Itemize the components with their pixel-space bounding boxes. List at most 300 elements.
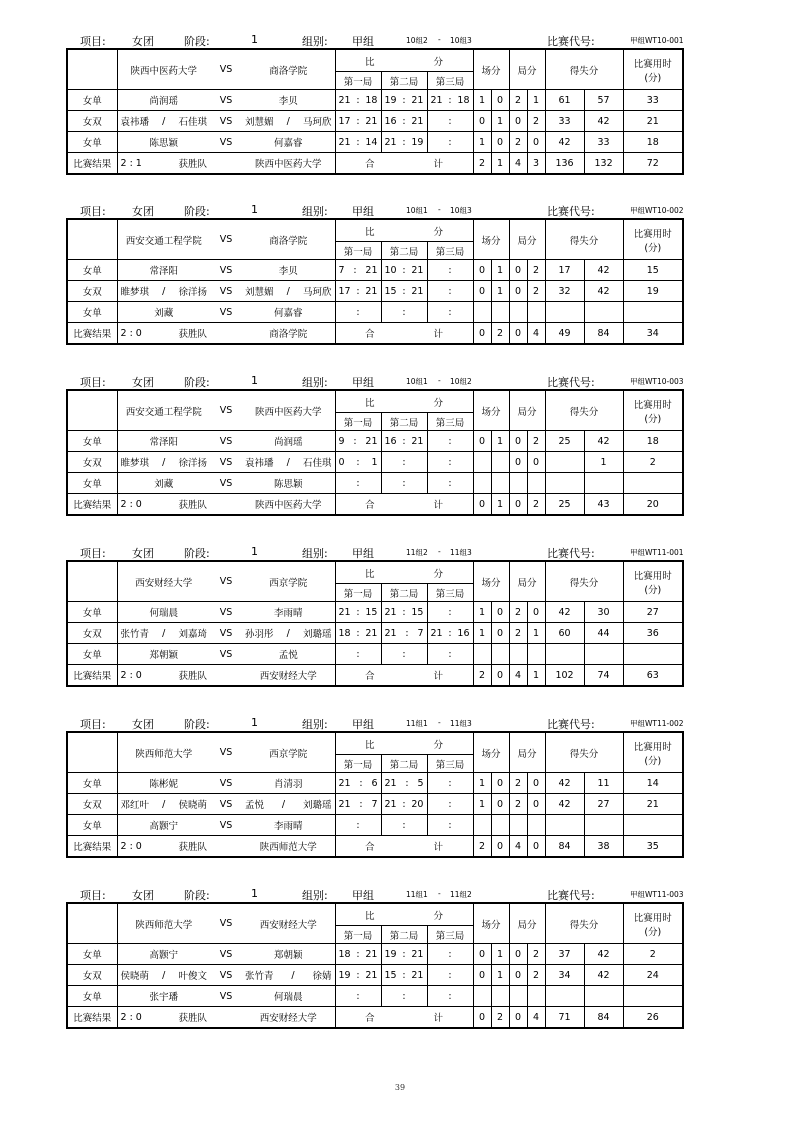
stage-value: 1 [251, 203, 258, 216]
fen-label: 分 [433, 739, 443, 751]
event-type: 女单 [67, 644, 117, 665]
score-colon: : [356, 948, 360, 960]
game2-header: 第二局 [381, 755, 427, 773]
points-won [545, 302, 584, 323]
game-score-a: 16 [384, 435, 397, 447]
slot-b: 11组3 [450, 719, 472, 728]
match-points-header: 场分 [473, 219, 509, 260]
game-score-a: 21 [338, 606, 351, 618]
game-points-a: 0 [509, 281, 527, 302]
player-a1-name: 邓红叶 [120, 800, 150, 811]
bi-label: 比 [364, 226, 375, 238]
match-row [67, 132, 683, 153]
game-score [382, 820, 427, 831]
game3-score [427, 111, 473, 132]
total-points-lost: 74 [584, 665, 623, 687]
game-score [336, 820, 381, 831]
time-header-line1: 比赛用时 [633, 58, 672, 70]
result-colon: : [126, 840, 136, 852]
game1-header: 第一局 [335, 755, 381, 773]
game-score-a: 0 [338, 456, 345, 468]
ji-label: 计 [433, 159, 443, 170]
bi-label: 比 [364, 56, 375, 68]
game-points-a: 2 [509, 90, 527, 111]
total-time: 35 [623, 836, 683, 858]
match-header [66, 715, 682, 731]
result-score-inner [118, 668, 211, 682]
points-lost: 27 [584, 794, 623, 815]
game-score-a: 17 [338, 115, 351, 127]
player-b [242, 452, 335, 473]
winner-spacer [210, 836, 242, 858]
game-score [428, 265, 473, 276]
total-time: 63 [623, 665, 683, 687]
fen-label: 分 [433, 910, 443, 922]
game1-score [335, 90, 381, 111]
game-score-b: 21 [365, 435, 378, 447]
pair-slash: / [162, 285, 166, 297]
player-b [242, 90, 335, 111]
points-lost [584, 473, 623, 494]
player-a [117, 773, 210, 794]
score-colon: : [448, 94, 452, 106]
team-b-name: 西京学院 [242, 732, 335, 773]
score-colon: : [402, 115, 406, 127]
game3-score [427, 132, 473, 153]
player-b1-name: 孙羽彤 [245, 629, 274, 640]
match-code-label: 比赛代号: [547, 376, 595, 389]
score-colon: : [448, 606, 452, 618]
result-label: 比赛结果 [67, 1007, 117, 1029]
slot-a: 11组1 [406, 719, 428, 728]
player-b-name: 李贝 [278, 266, 298, 277]
winner-spacer [210, 494, 242, 516]
match-table [66, 731, 684, 858]
game-points-b [527, 986, 545, 1007]
score-colon: : [448, 627, 452, 639]
game-points-b: 1 [527, 623, 545, 644]
game-points-a: 2 [509, 602, 527, 623]
pair-slash: / [162, 456, 166, 468]
game-score-b: 21 [411, 285, 424, 297]
game-score [428, 949, 473, 960]
player-b-name: 郑朝颖 [273, 950, 303, 961]
row-vs: VS [210, 773, 242, 794]
game-score [428, 95, 473, 106]
game-score [382, 649, 427, 660]
score-colon: : [448, 435, 452, 447]
game-points-b [527, 302, 545, 323]
player-b-pair [242, 626, 335, 640]
result-colon: : [126, 669, 136, 681]
match-points-b: 1 [491, 260, 509, 281]
player-a-name: 尚润瑶 [149, 96, 178, 107]
player-a [117, 90, 210, 111]
group-value: 甲组 [352, 35, 374, 48]
points-won: 32 [545, 281, 584, 302]
player-b-name: 陈思颖 [273, 479, 303, 490]
player-a-name: 高颢宁 [149, 821, 178, 832]
event-value: 女团 [132, 205, 154, 218]
total-points-won: 49 [545, 323, 584, 345]
row-vs: VS [210, 794, 242, 815]
time-used [623, 473, 683, 494]
game3-score [427, 794, 473, 815]
match-row [67, 773, 683, 794]
winner-label: 获胜队 [178, 329, 207, 340]
match-code-value: 甲组WT10-001 [630, 36, 684, 45]
player-a-name: 常泽阳 [149, 266, 178, 277]
result-b: 1 [135, 157, 142, 169]
game-points-a: 2 [509, 773, 527, 794]
player-b [242, 986, 335, 1007]
result-score-inner [118, 1010, 211, 1024]
total-game-points-b: 3 [527, 153, 545, 175]
group-label: 组别: [302, 376, 328, 389]
game-score-a: 18 [338, 948, 351, 960]
match-points-header: 场分 [473, 903, 509, 944]
game-points-b: 2 [527, 431, 545, 452]
game1-score [335, 132, 381, 153]
player-a [117, 944, 210, 965]
time-header-line1: 比赛用时 [633, 912, 672, 924]
time-used [623, 644, 683, 665]
row-vs: VS [210, 623, 242, 644]
total-game-points-b: 2 [527, 494, 545, 516]
player-b2-name: 刘璐瑶 [302, 800, 332, 811]
time-header-line1: 比赛用时 [633, 741, 672, 753]
game-score [382, 436, 427, 447]
slot-separator: - [438, 35, 441, 44]
score-colon: : [402, 819, 406, 831]
winner-spacer [210, 665, 242, 687]
time-used [623, 815, 683, 836]
game2-score [381, 944, 427, 965]
ji-label: 计 [433, 842, 443, 853]
game-points-a: 0 [509, 111, 527, 132]
player-a-name: 刘藏 [154, 479, 174, 490]
score-colon: : [356, 477, 360, 489]
item-label: 项目: [80, 35, 106, 48]
game-score-a: 16 [384, 115, 397, 127]
game-score [382, 970, 427, 981]
score-header: 得失分 [545, 219, 623, 260]
match-points-b: 1 [491, 944, 509, 965]
player-a2-name: 叶俊文 [178, 971, 207, 982]
total-points-lost: 132 [584, 153, 623, 175]
result-label: 比赛结果 [67, 323, 117, 345]
score-colon: : [359, 777, 363, 789]
game-score [428, 799, 473, 810]
games-header [335, 903, 473, 926]
he-label: 合 [364, 500, 375, 511]
game1-score [335, 986, 381, 1007]
game-score-a: 21 [384, 606, 397, 618]
game-score-b: 19 [411, 136, 424, 148]
slot-a: 10组1 [406, 206, 428, 215]
score-colon: : [359, 798, 363, 810]
result-a: 2 [120, 840, 127, 852]
game2-score [381, 302, 427, 323]
total-game-points-a: 0 [509, 323, 527, 345]
game-score-a: 17 [338, 285, 351, 297]
game3-score [427, 90, 473, 111]
game1-score [335, 281, 381, 302]
winner-team: 西安财经大学 [242, 1007, 335, 1029]
game-score [336, 265, 381, 276]
game-score-b: 21 [411, 115, 424, 127]
game-score-a: 18 [338, 627, 351, 639]
game1-header: 第一局 [335, 413, 381, 431]
player-b-name: 肖清羽 [273, 779, 303, 790]
total-match-points-a: 2 [473, 836, 491, 858]
corner-cell [67, 561, 117, 602]
result-row [67, 494, 683, 516]
row-vs: VS [210, 644, 242, 665]
player-b [242, 773, 335, 794]
points-lost [584, 986, 623, 1007]
result-b: 0 [135, 840, 142, 852]
pair-slash: / [162, 798, 166, 810]
game-score-a: 19 [338, 969, 351, 981]
game-score [336, 286, 381, 297]
game-score [428, 607, 473, 618]
player-a-name: 张宇璠 [149, 992, 178, 1003]
game1-score [335, 452, 381, 473]
total-match-points-b: 0 [491, 836, 509, 858]
game-score [428, 649, 473, 660]
score-colon: : [448, 264, 452, 276]
game2-score [381, 644, 427, 665]
game-score [382, 95, 427, 106]
player-b2-name: 徐婧 [312, 971, 332, 982]
score-colon: : [356, 115, 360, 127]
row-vs: VS [210, 986, 242, 1007]
time-header [623, 903, 683, 944]
game3-header: 第三局 [427, 926, 473, 944]
game-score-a: 21 [338, 94, 351, 106]
total-label-text [336, 1010, 473, 1024]
game-score [336, 607, 381, 618]
game-points-b: 0 [527, 773, 545, 794]
result-label: 比赛结果 [67, 153, 117, 175]
points-won: 33 [545, 111, 584, 132]
result-group [121, 328, 142, 339]
match-points-b: 0 [491, 794, 509, 815]
vs-label: VS [210, 219, 242, 260]
item-label: 项目: [80, 889, 106, 902]
game-score-b: 7 [371, 798, 378, 810]
game-score [336, 799, 381, 810]
time-used [623, 302, 683, 323]
game3-score [427, 281, 473, 302]
result-colon: : [126, 157, 136, 169]
row-vs: VS [210, 431, 242, 452]
game-score [336, 991, 381, 1002]
event-type: 女双 [67, 281, 117, 302]
score-colon: : [356, 969, 360, 981]
score-colon: : [356, 456, 360, 468]
game-points-header: 局分 [509, 390, 545, 431]
game3-header: 第三局 [427, 755, 473, 773]
game1-header: 第一局 [335, 72, 381, 90]
match-header [66, 544, 682, 560]
game-score [336, 116, 381, 127]
player-b2-name: 马珂欣 [302, 287, 332, 298]
game1-score [335, 302, 381, 323]
row-vs: VS [210, 111, 242, 132]
player-a2-name: 刘嘉琦 [178, 629, 207, 640]
time-header [623, 732, 683, 773]
score-colon: : [448, 648, 452, 660]
winner-team: 陕西中医药大学 [242, 153, 335, 175]
result-score-inner [118, 326, 211, 340]
page-number: 39 [394, 1083, 406, 1092]
total-points-lost: 84 [584, 323, 623, 345]
match-code-label: 比赛代号: [547, 205, 595, 218]
winner-team: 陕西中医药大学 [242, 494, 335, 516]
player-a-pair [118, 284, 211, 298]
match-points-a: 1 [473, 90, 491, 111]
match-points-b: 1 [491, 965, 509, 986]
score-colon: : [356, 990, 360, 1002]
score-colon: : [356, 136, 360, 148]
game-score-b: 14 [365, 136, 378, 148]
event-type: 女双 [67, 794, 117, 815]
score-colon: : [448, 969, 452, 981]
player-a [117, 452, 210, 473]
player-b-name: 孟悦 [278, 650, 298, 661]
team-a-name: 西安财经大学 [117, 561, 210, 602]
points-won: 42 [545, 132, 584, 153]
team-b-name: 商洛学院 [242, 49, 335, 90]
winner-spacer [210, 323, 242, 345]
match-header [66, 202, 682, 218]
game-score [428, 307, 473, 318]
player-b [242, 111, 335, 132]
game-score-a: 7 [338, 264, 345, 276]
match-block [66, 544, 682, 687]
game-score-a: 21 [338, 136, 351, 148]
game-score [336, 95, 381, 106]
event-value: 女团 [132, 376, 154, 389]
score-colon: : [356, 648, 360, 660]
winner-label: 获胜队 [178, 1013, 207, 1024]
match-code-label: 比赛代号: [547, 889, 595, 902]
total-points-won: 84 [545, 836, 584, 858]
result-label: 比赛结果 [67, 494, 117, 516]
player-a [117, 986, 210, 1007]
games-header-text [336, 224, 473, 238]
match-row [67, 473, 683, 494]
player-a [117, 132, 210, 153]
he-label: 合 [364, 159, 375, 170]
match-points-b: 1 [491, 281, 509, 302]
game-points-header: 局分 [509, 49, 545, 90]
ji-label: 计 [433, 500, 443, 511]
game-score-b: 16 [457, 627, 470, 639]
event-type: 女单 [67, 90, 117, 111]
player-a-pair [118, 114, 211, 128]
game-score-a: 21 [430, 627, 443, 639]
game-score-b: 15 [411, 606, 424, 618]
player-b2-name: 刘璐瑶 [302, 629, 332, 640]
player-a1-name: 张竹青 [120, 629, 150, 640]
match-block [66, 715, 682, 858]
game-score-b: 15 [365, 606, 378, 618]
total-game-points-b: 4 [527, 323, 545, 345]
team-header-row [67, 732, 683, 755]
pair-slash: / [286, 285, 290, 297]
player-a2-name: 侯晓萌 [178, 800, 207, 811]
match-row [67, 111, 683, 132]
stage-label: 阶段: [184, 718, 210, 731]
group-value: 甲组 [352, 547, 374, 560]
game2-score [381, 773, 427, 794]
game-score [336, 649, 381, 660]
score-colon: : [356, 306, 360, 318]
games-header-text [336, 395, 473, 409]
game-score [428, 991, 473, 1002]
match-points-a: 1 [473, 623, 491, 644]
points-won: 37 [545, 944, 584, 965]
vs-label: VS [210, 903, 242, 944]
total-game-points-b: 1 [527, 665, 545, 687]
player-b1-name: 张竹青 [245, 971, 274, 982]
he-label: 合 [364, 671, 375, 682]
he-label: 合 [364, 329, 375, 340]
match-points-b [491, 473, 509, 494]
slot-a: 10组1 [406, 377, 428, 386]
team-b-name: 陕西中医药大学 [242, 390, 335, 431]
game-score-a: 9 [338, 435, 345, 447]
bi-label: 比 [364, 397, 375, 409]
score-colon: : [448, 777, 452, 789]
item-label: 项目: [80, 376, 106, 389]
match-code-value: 甲组WT10-002 [630, 206, 684, 215]
result-score [117, 836, 210, 858]
games-header [335, 219, 473, 242]
vs-label: VS [210, 390, 242, 431]
match-points-b: 1 [491, 431, 509, 452]
points-won: 42 [545, 794, 584, 815]
group-label: 组别: [302, 205, 328, 218]
player-a [117, 644, 210, 665]
score-colon: : [356, 606, 360, 618]
player-b-pair [242, 284, 335, 298]
time-used: 15 [623, 260, 683, 281]
game-points-header: 局分 [509, 903, 545, 944]
pair-slash: / [162, 969, 166, 981]
game2-score [381, 473, 427, 494]
game3-score [427, 260, 473, 281]
match-points-a [473, 986, 491, 1007]
score-colon: : [448, 948, 452, 960]
points-lost: 11 [584, 773, 623, 794]
group-label: 组别: [302, 718, 328, 731]
corner-cell [67, 390, 117, 431]
game1-score [335, 773, 381, 794]
score-colon: : [402, 264, 406, 276]
game-score-a: 10 [384, 264, 397, 276]
game-score [428, 286, 473, 297]
match-block [66, 32, 682, 175]
score-colon: : [402, 306, 406, 318]
points-lost: 44 [584, 623, 623, 644]
score-colon: : [402, 477, 406, 489]
game-points-b: 2 [527, 111, 545, 132]
match-row [67, 260, 683, 281]
